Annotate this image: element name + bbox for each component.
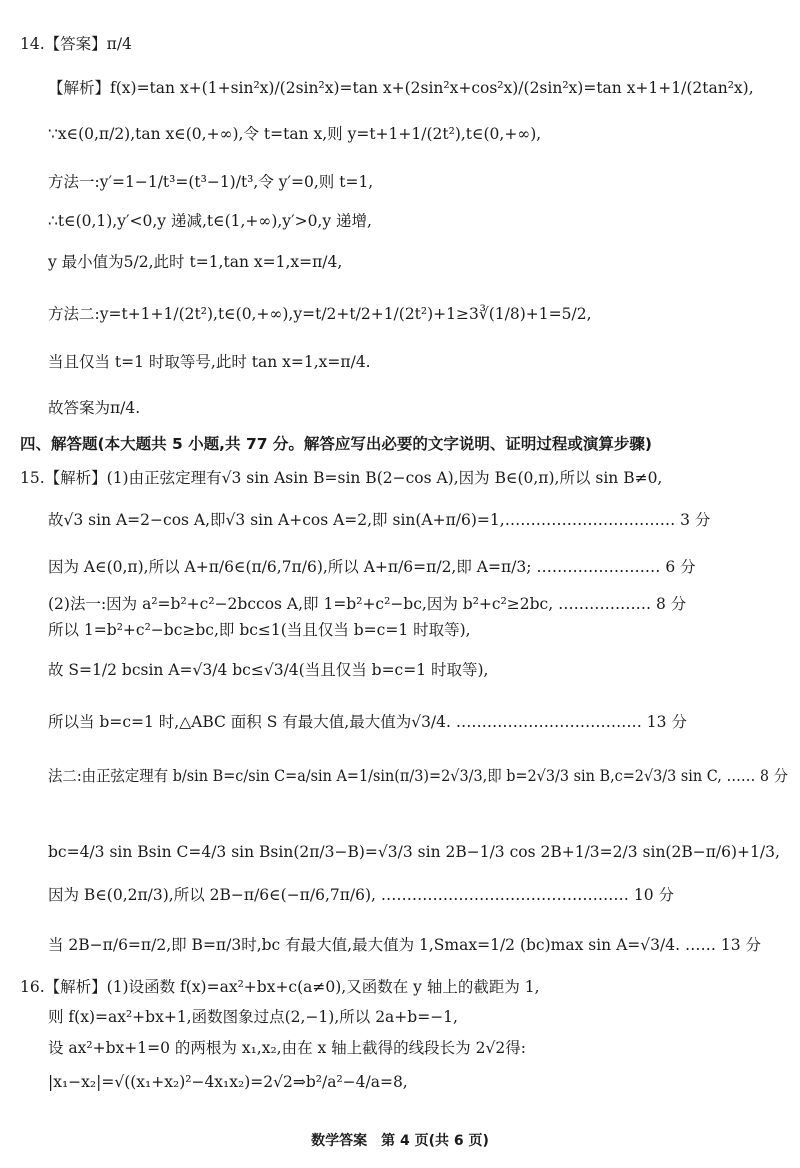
solution-15-line-1: 15.【解析】(1)由正弦定理有√3 sin Asin B=sin B(2−cos A),因为 B∈(0,π),所以 sin B≠0, <box>20 469 663 487</box>
solution-15-line-7: 所以当 b=c=1 时,△ABC 面积 S 有最大值,最大值为√3/4. ……………………………… 13 分 <box>48 713 687 731</box>
solution-15-line-10: 因为 B∈(0,2π/3),所以 2B−π/6∈(−π/6,7π/6), ………………………………………… 10 分 <box>48 886 674 904</box>
solution-15-line-3: 因为 A∈(0,π),所以 A+π/6∈(π/6,7π/6),所以 A+π/6=π/2,即 A=π/3; …………………… 6 分 <box>48 558 696 576</box>
solution-14-line-7: 当且仅当 t=1 时取等号,此时 tan x=1,x=π/4. <box>48 353 371 371</box>
solution-14-line-8: 故答案为π/4. <box>48 399 141 417</box>
solution-15-line-11: 当 2B−π/6=π/2,即 B=π/3时,bc 有最大值,最大值为 1,Smax=1/2 (bc)max sin A=√3/4. …… 13 分 <box>48 936 762 954</box>
page-footer: 数学答案 第 4 页(共 6 页) <box>311 1133 489 1149</box>
solution-14-line-3: 方法一:y′=1−1/t³=(t³−1)/t³,令 y′=0,则 t=1, <box>48 173 374 191</box>
solution-14-line-5: y 最小值为5/2,此时 t=1,tan x=1,x=π/4, <box>48 253 343 271</box>
solution-15-line-2: 故√3 sin A=2−cos A,即√3 sin A+cos A=2,即 sin(A+π/6)=1,…………………………… 3 分 <box>48 511 711 529</box>
solution-15-line-9: bc=4/3 sin Bsin C=4/3 sin Bsin(2π/3−B)=√3/3 sin 2B−1/3 cos 2B+1/3=2/3 sin(2B−π/6)+1/3, <box>48 843 780 861</box>
solution-16-line-3: 设 ax²+bx+1=0 的两根为 x₁,x₂,由在 x 轴上截得的线段长为 2√2得: <box>48 1039 526 1057</box>
solution-15-line-4: (2)法一:因为 a²=b²+c²−2bccos A,即 1=b²+c²−bc,因为 b²+c²≥2bc, ……………… 8 分 <box>48 595 687 613</box>
solution-15-line-8: 法二:由正弦定理有 b/sin B=c/sin C=a/sin A=1/sin(π/3)=2√3/3,即 b=2√3/3 sin B,c=2√3/3 sin C, …… 8 分 <box>48 767 789 785</box>
answer-14-header: 14.【答案】π/4 <box>20 35 132 53</box>
solution-16-line-4: |x₁−x₂|=√((x₁+x₂)²−4x₁x₂)=2√2⇒b²/a²−4/a=8, <box>48 1073 408 1091</box>
solution-14-line-2: ∵x∈(0,π/2),tan x∈(0,+∞),令 t=tan x,则 y=t+1+1/(2t²),t∈(0,+∞), <box>48 125 542 143</box>
solution-16-line-1: 16.【解析】(1)设函数 f(x)=ax²+bx+c(a≠0),又函数在 y 轴上的截距为 1, <box>20 978 540 996</box>
solution-14-line-1: 【解析】f(x)=tan x+(1+sin²x)/(2sin²x)=tan x+(2sin²x+cos²x)/(2sin²x)=tan x+1+1/(2tan²x), <box>48 79 754 97</box>
solution-14-line-4: ∴t∈(0,1),y′<0,y 递减,t∈(1,+∞),y′>0,y 递增, <box>48 212 372 230</box>
solution-15-line-5: 所以 1=b²+c²−bc≥bc,即 bc≤1(当且仅当 b=c=1 时取等), <box>48 621 471 639</box>
solution-15-line-6: 故 S=1/2 bcsin A=√3/4 bc≤√3/4(当且仅当 b=c=1 时取等), <box>48 661 489 679</box>
solution-16-line-2: 则 f(x)=ax²+bx+1,函数图象过点(2,−1),所以 2a+b=−1, <box>48 1008 458 1026</box>
solution-14-line-6: 方法二:y=t+1+1/(2t²),t∈(0,+∞),y=t/2+t/2+1/(2t²)+1≥3∛(1/8)+1=5/2, <box>48 305 592 323</box>
section-heading-4: 四、解答题(本大题共 5 小题,共 77 分。解答应写出必要的文字说明、证明过程或演算步骤) <box>20 435 652 453</box>
